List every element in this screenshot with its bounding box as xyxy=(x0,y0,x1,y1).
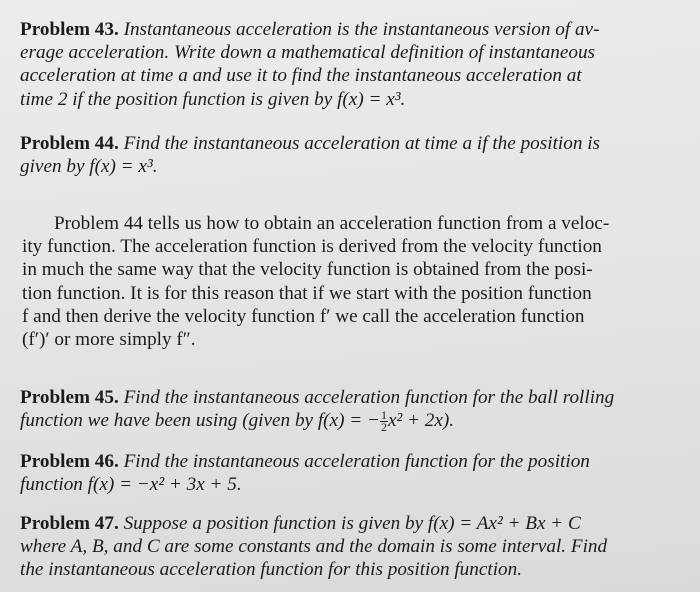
explanation-paragraph xyxy=(22,212,662,351)
problem-47-label: Problem 47. xyxy=(20,513,119,534)
problem-47-text-2: where A, B, and C are some constants and the domain is some interval. Find xyxy=(20,536,608,558)
problem-43-label: Problem 43. xyxy=(20,19,119,40)
problem-44 xyxy=(20,132,660,178)
problem-44-text-2: given by f(x) = x³. xyxy=(20,156,158,178)
problem-45-text-2b: x² + 2x). xyxy=(387,410,455,432)
problem-47-text-3: the instantaneous acceleration function for this position function. xyxy=(20,559,523,581)
problem-45-label: Problem 45. xyxy=(20,387,119,408)
problem-47-text-1: Suppose a position function is given by f(x) = Ax² + Bx + C xyxy=(123,513,581,534)
problem-46-text-1: Find the instantaneous acceleration function for the position xyxy=(123,451,590,472)
one-half-fraction: $\frac{1}{2}$ xyxy=(380,408,387,435)
problem-43-text-4: time 2 if the position function is given by f(x) = x³. xyxy=(20,88,406,110)
problem-45-text-2a: function we have been using (given by f(x) = − xyxy=(20,410,380,432)
problem-45-text-1: Find the instantaneous acceleration function for the ball rolling xyxy=(123,387,615,408)
problem-45 xyxy=(20,386,660,433)
problem-43 xyxy=(20,18,660,111)
problem-46-text-2: function f(x) = −x² + 3x + 5. xyxy=(20,474,242,496)
problem-46 xyxy=(20,450,660,496)
problem-44-label: Problem 44. xyxy=(20,133,119,154)
problem-43-text-2: erage acceleration. Write down a mathematical definition of instantaneous xyxy=(20,42,596,64)
paragraph-line-3: in much the same way that the velocity function is obtained from the posi- xyxy=(22,259,593,281)
problem-46-label: Problem 46. xyxy=(20,451,119,472)
paragraph-line-2: ity function. The acceleration function is derived from the velocity function xyxy=(22,236,602,258)
problem-44-text-1: Find the instantaneous acceleration at time a if the position is xyxy=(123,133,601,154)
problem-43-text-1: Instantaneous acceleration is the instantaneous version of av- xyxy=(123,19,600,40)
problem-43-text-3: acceleration at time a and use it to find the instantaneous acceleration at xyxy=(20,65,582,87)
paragraph-line-1: Problem 44 tells us how to obtain an acceleration function from a veloc- xyxy=(54,213,610,234)
problem-47 xyxy=(20,512,660,582)
paragraph-line-6: (f′)′ or more simply f″. xyxy=(22,329,196,351)
paragraph-line-5: f and then derive the velocity function f′ we call the acceleration function xyxy=(22,305,585,327)
paragraph-line-4: tion function. It is for this reason that if we start with the position function xyxy=(22,282,592,304)
